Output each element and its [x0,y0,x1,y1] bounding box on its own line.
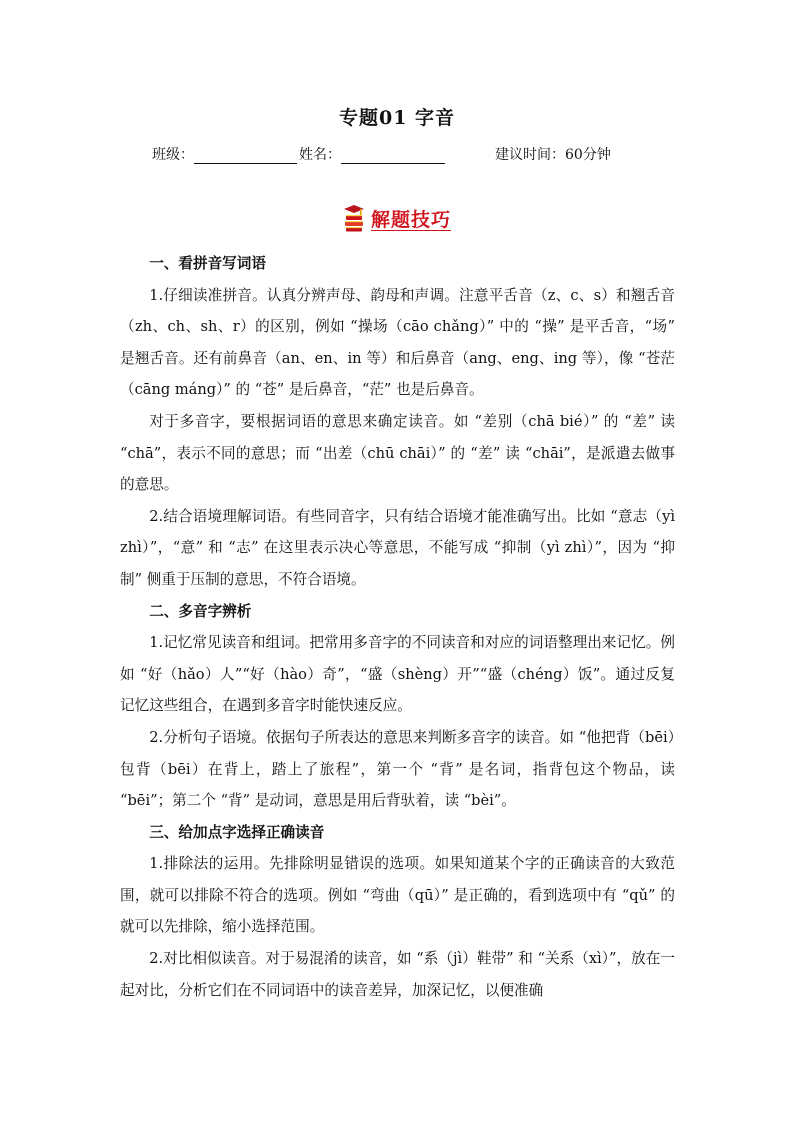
paragraph: 1.仔细读准拼音。认真分辨声母、韵母和声调。注意平舌音（z、c、s）和翘舌音（zh、ch、sh、r）的区别，例如 “操场（cāo chǎng）” 中的 “操” 是平舌音，“场” 是翘舌音。还有前鼻音（an、en、in 等）和后鼻音（ang、eng、ing 等），像 “苍茫（cāng máng）” 的 “苍” 是后鼻音，“茫” 也是后鼻音。 [120,286,675,399]
paragraph: 2.结合语境理解词语。有些同音字，只有结合语境才能准确写出。比如 “意志（yì zhì）”，“意” 和 “志” 在这里表示决心等意思，不能写成 “抑制（yì zhì）”，因为 “抑制” 侧重于压制的意思，不符合语境。 [120,507,675,588]
paragraph: 1.记忆常见读音和组词。把常用多音字的不同读音和对应的词语整理出来记忆。例如 “好（hǎo）人”“好（hào）奇”，“盛（shèng）开”“盛（chéng）饭”。通过反复记忆这些组合，在遇到多音字时能快速反应。 [120,634,675,715]
class-blank[interactable] [194,147,297,164]
books-graduation-cap-icon [343,204,365,232]
suggested-time: 建议时间：60分钟 [495,147,611,163]
section-heading: 二、多音字辨析 [149,602,252,620]
section-banner [0,204,794,232]
student-info-row [152,144,692,164]
banner-title: 解题技巧 [370,208,451,231]
document-body [120,248,675,1006]
section-heading: 三、给加点字选择正确读音 [149,823,325,841]
name-blank[interactable] [341,147,445,164]
class-label: 班级： [152,147,194,163]
section-heading: 一、看拼音写词语 [149,255,266,272]
paragraph: 对于多音字，要根据词语的意思来确定读音。如 “差别（chā bié）” 的 “差” 读 “chā”，表示不同的意思；而 “出差（chū chāi）” 的 “差” 读 “chāi”，是派遣去做事的意思。 [120,412,675,494]
name-label: 姓名： [299,147,341,163]
paragraph: 2.对比相似读音。对于易混淆的读音，如 “系（jì）鞋带” 和 “关系（xì）”，放在一起对比，分析它们在不同词语中的读音差异，加深记忆，以便准确 [120,950,675,999]
document-title: 专题01 字音 [338,107,456,129]
paragraph: 2.分析句子语境。依据句子所表达的意思来判断多音字的读音。如 “他把背（bēi）包背（bēi）在背上，踏上了旅程”，第一个 “背” 是名词，指背包这个物品，读 “bēi”；第二个 “背” 是动词，意思是用后背驮着，读 “bèi”。 [120,728,675,810]
paragraph: 1.排除法的运用。先排除明显错误的选项。如果知道某个字的正确读音的大致范围，就可以排除不符合的选项。例如 “弯曲（qū）” 是正确的，看到选项中有 “qǔ” 的就可以先排除，缩小选择范围。 [120,855,675,936]
